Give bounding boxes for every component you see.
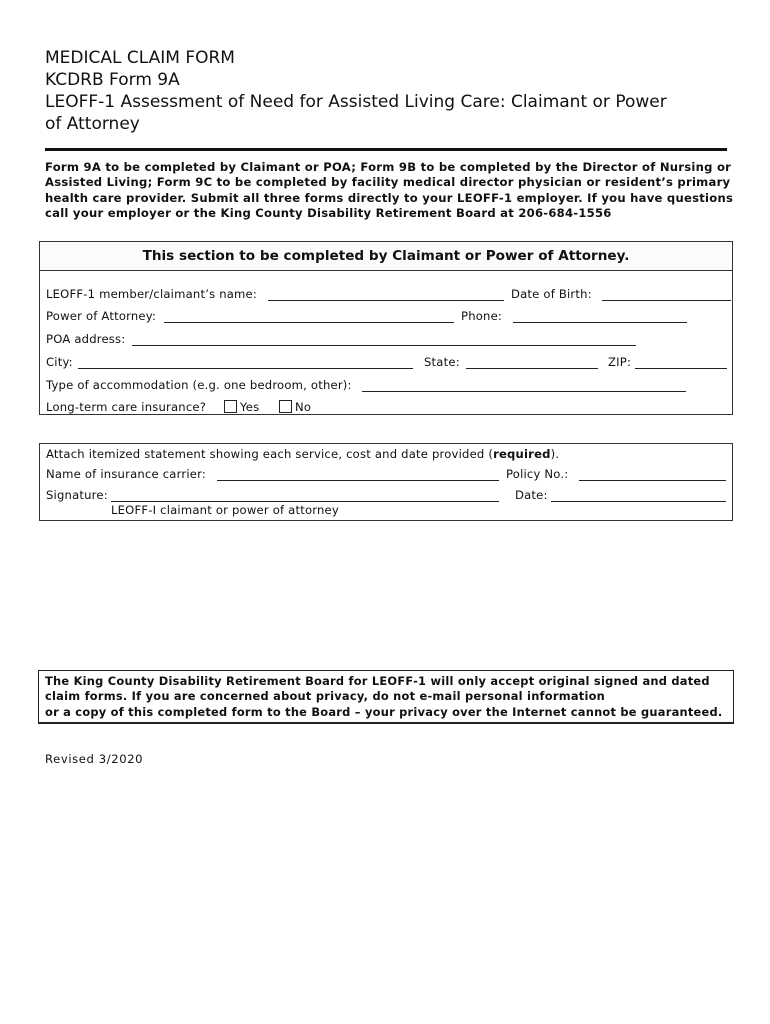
phone-label: Phone: bbox=[461, 309, 503, 323]
poa-address-label: POA address: bbox=[46, 332, 126, 346]
city-label: City: bbox=[46, 355, 73, 369]
instructions-line: health care provider. Submit all three forms directly to your LEOFF-1 employer. If you have questions bbox=[45, 190, 734, 205]
member-name-label: LEOFF-1 member/claimant’s name: bbox=[46, 287, 257, 301]
signature-caption: LEOFF-I claimant or power of attorney bbox=[111, 503, 339, 517]
instructions-line: call your employer or the King County Disability Retirement Board at 206-684-1556 bbox=[45, 205, 612, 220]
revision-date: Revised 3/2020 bbox=[45, 752, 144, 766]
notice-line: claim forms. If you are concerned about privacy, do not e-mail personal information bbox=[45, 689, 606, 704]
poa-field[interactable] bbox=[164, 322, 454, 323]
privacy-notice bbox=[38, 670, 734, 724]
instructions-line: Assisted Living; Form 9C to be completed by facility medical director physician or resident’s primary bbox=[45, 175, 731, 190]
form-subtitle-line1: LEOFF-1 Assessment of Need for Assisted Living Care: Claimant or Power bbox=[45, 92, 667, 112]
member-name-field[interactable] bbox=[268, 300, 504, 301]
carrier-row bbox=[46, 466, 730, 482]
attach-text bbox=[46, 446, 559, 462]
signature-caption-row bbox=[111, 502, 511, 518]
carrier-field[interactable] bbox=[217, 480, 499, 481]
title-divider bbox=[45, 148, 727, 151]
state-label: State: bbox=[424, 355, 460, 369]
policy-field[interactable] bbox=[579, 480, 726, 481]
city-field[interactable] bbox=[78, 368, 413, 369]
dob-field[interactable] bbox=[602, 300, 731, 301]
instructions-line: Form 9A to be completed by Claimant or POA; Form 9B to be completed by the Director of Nursing or bbox=[45, 160, 732, 174]
form-subtitle-line2: of Attorney bbox=[45, 114, 140, 134]
no-option[interactable] bbox=[279, 399, 311, 415]
statement-section bbox=[39, 443, 733, 521]
accommodation-field[interactable] bbox=[362, 391, 686, 392]
zip-field[interactable] bbox=[635, 368, 727, 369]
yes-label: Yes bbox=[240, 400, 260, 414]
zip-label: ZIP: bbox=[608, 355, 632, 369]
attach-text-end: ). bbox=[550, 447, 560, 461]
state-field[interactable] bbox=[466, 368, 598, 369]
attach-text-start: Attach itemized statement showing each service, cost and date provided ( bbox=[46, 447, 494, 461]
phone-field[interactable] bbox=[513, 322, 687, 323]
member-row bbox=[46, 286, 730, 302]
no-label: No bbox=[295, 400, 312, 414]
poa-row bbox=[46, 308, 730, 324]
accommodation-label: Type of accommodation (e.g. one bedroom, other): bbox=[46, 378, 352, 392]
attach-row bbox=[46, 446, 730, 462]
yes-checkbox[interactable] bbox=[224, 400, 237, 413]
form-title-block bbox=[45, 47, 735, 135]
ltc-label: Long-term care insurance? bbox=[46, 400, 207, 414]
carrier-label: Name of insurance carrier: bbox=[46, 467, 206, 481]
attach-required: required bbox=[493, 447, 551, 461]
signature-row bbox=[46, 487, 730, 503]
section-header: This section to be completed by Claimant or Power of Attorney. bbox=[40, 242, 732, 271]
notice-line: or a copy of this completed form to the Board – your privacy over the Internet cannot be guaranteed. bbox=[45, 704, 723, 719]
signature-label: Signature: bbox=[46, 488, 108, 502]
claimant-section bbox=[39, 241, 733, 415]
ltc-row bbox=[46, 399, 730, 415]
no-checkbox[interactable] bbox=[279, 400, 292, 413]
city-row bbox=[46, 354, 730, 370]
policy-label: Policy No.: bbox=[506, 467, 569, 481]
form-number: KCDRB Form 9A bbox=[45, 70, 180, 90]
poa-label: Power of Attorney: bbox=[46, 309, 157, 323]
poa-address-row bbox=[46, 331, 730, 347]
form-title: MEDICAL CLAIM FORM bbox=[45, 48, 235, 68]
date-field[interactable] bbox=[551, 501, 726, 502]
instructions bbox=[45, 160, 735, 221]
dob-label: Date of Birth: bbox=[511, 287, 592, 301]
yes-option[interactable] bbox=[224, 399, 259, 415]
poa-address-field[interactable] bbox=[132, 345, 636, 346]
notice-line: The King County Disability Retirement Board for LEOFF-1 will only accept original signed and dated bbox=[45, 674, 710, 688]
date-label: Date: bbox=[515, 488, 548, 502]
accommodation-row bbox=[46, 377, 730, 393]
